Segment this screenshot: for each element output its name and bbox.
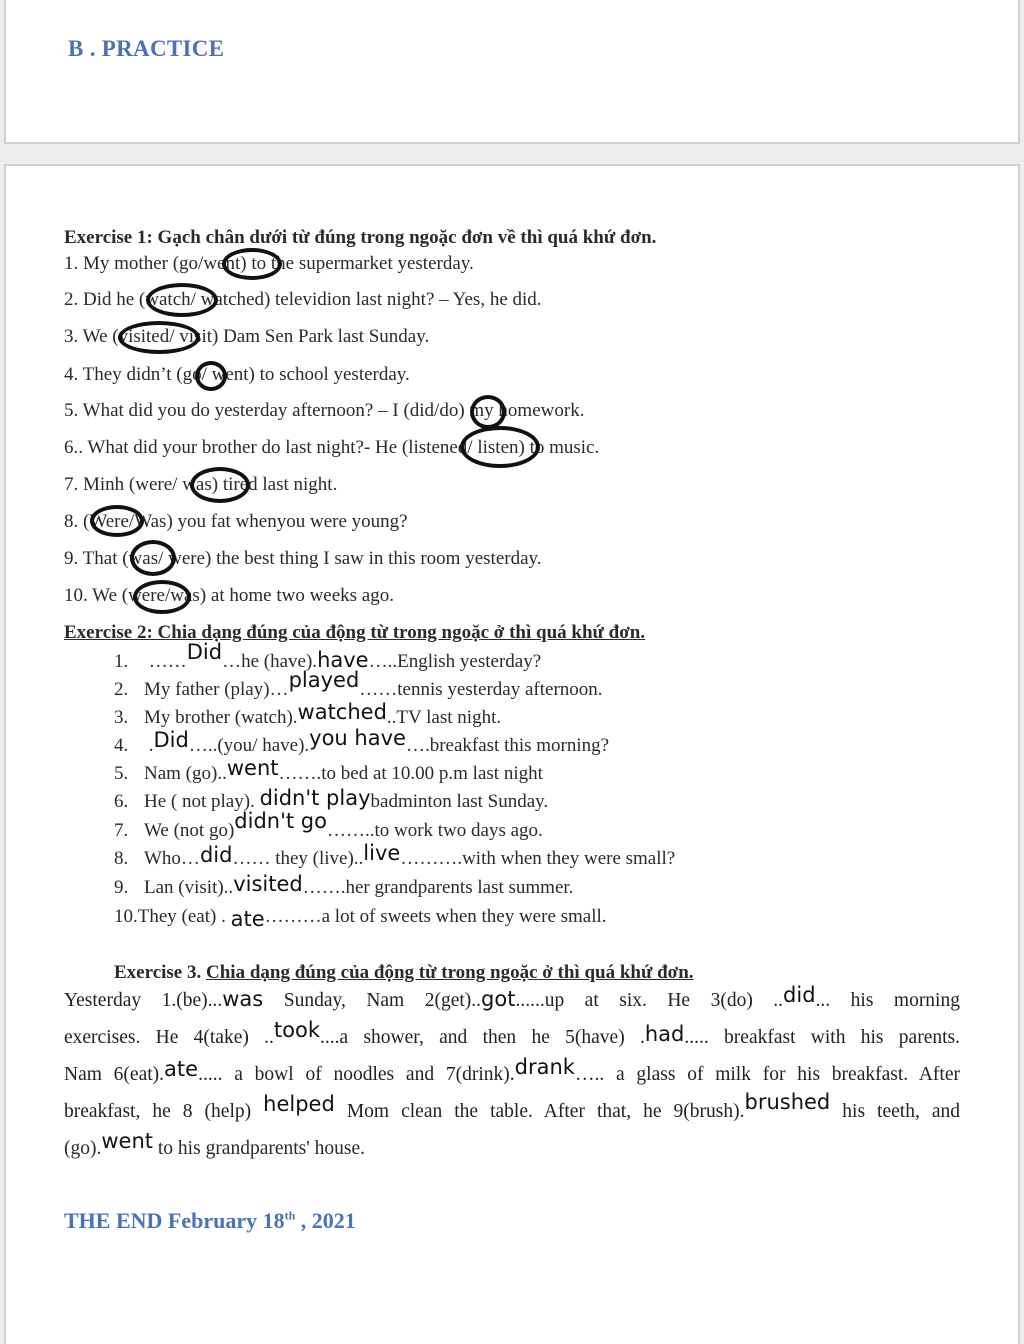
handwritten-answer: didn't go bbox=[234, 809, 327, 833]
handwritten-answer: you have bbox=[309, 726, 406, 750]
ex1-item: 8. (Were/Was) you fat whenyou were young? bbox=[64, 511, 408, 532]
answer-circle bbox=[222, 248, 282, 280]
ex1-item: 6.. What did your brother do last night?- He (listened/ listen) to music. bbox=[64, 437, 600, 458]
ex2-item: 8. Who…did…… they (live)..live……….with when they were small? bbox=[114, 841, 676, 869]
ex3-line: (go).went to his grandparents' house. bbox=[64, 1129, 366, 1159]
handwritten-answer: brushed bbox=[744, 1090, 831, 1114]
handwritten-answer: ate bbox=[230, 907, 265, 931]
answer-circle bbox=[146, 283, 218, 317]
handwritten-answer: ate bbox=[164, 1057, 199, 1081]
answer-circle bbox=[133, 580, 191, 614]
ex1-heading: Exercise 1: Gạch chân dưới từ đúng trong ngoặc đơn về thì quá khứ đơn. bbox=[64, 227, 657, 248]
answer-circle bbox=[90, 505, 144, 537]
ex3-line: breakfast, he 8 (help) helped Mom clean the table. After that, he 9(brush).brushed his teeth, and bbox=[64, 1090, 961, 1122]
ex1-item: 1. My mother (go/went) to the supermarket yesterday. bbox=[64, 253, 474, 274]
handwritten-answer: went bbox=[226, 756, 279, 780]
answer-circle bbox=[118, 321, 200, 354]
ex1-item: 7. Minh (were/ was) tired last night. bbox=[64, 474, 338, 495]
handwritten-answer: Did bbox=[186, 640, 223, 664]
answer-circle bbox=[460, 426, 540, 468]
handwritten-answer: got bbox=[481, 987, 516, 1011]
handwritten-answer: didn't play bbox=[259, 786, 371, 810]
ex1-item: 2. Did he (watch/ watched) televidion last night? – Yes, he did. bbox=[64, 289, 542, 310]
ex1-item: 4. They didn’t (go/ went) to school yesterday. bbox=[64, 364, 410, 385]
section-header-card bbox=[4, 0, 1020, 144]
answer-circle bbox=[190, 467, 250, 503]
handwritten-answer: was bbox=[222, 987, 264, 1011]
ex1-item: 3. We (visited/ visit) Dam Sen Park last Sunday. bbox=[64, 326, 430, 347]
ex2-item: 4. .Did…..(you/ have).you have….breakfast this morning? bbox=[114, 726, 610, 756]
handwritten-answer: watched bbox=[297, 700, 387, 724]
handwritten-answer: had bbox=[644, 1022, 685, 1046]
ex1-item: 10. We (were/was) at home two weeks ago. bbox=[64, 585, 394, 606]
handwritten-answer: visited bbox=[233, 872, 303, 896]
ex2-item: 5. Nam (go)..went…….to bed at 10.00 p.m last night bbox=[114, 756, 543, 784]
footer-the-end: THE END February 18th , 2021 bbox=[64, 1208, 356, 1233]
ex2-heading: Exercise 2: Chia dạng đúng của động từ trong ngoặc ở thì quá khứ đơn. bbox=[64, 622, 646, 643]
handwritten-answer: helped bbox=[263, 1092, 335, 1116]
section-title: B . PRACTICE bbox=[68, 36, 225, 61]
answer-circle bbox=[195, 361, 227, 391]
handwritten-answer: Did bbox=[153, 728, 189, 752]
answer-circle bbox=[470, 395, 506, 429]
ex2-item: 1. ……Did…he (have).have…..English yesterday? bbox=[114, 640, 542, 672]
ex2-item: 9. Lan (visit)..visited…….her grandparents last summer. bbox=[114, 872, 574, 898]
ex1-item: 9. That (was/ were) the best thing I saw in this room yesterday. bbox=[64, 548, 542, 569]
handwritten-answer: have bbox=[317, 648, 369, 672]
handwritten-answer: did bbox=[783, 983, 816, 1007]
ex3-line: Yesterday 1.(be)...was Sunday, Nam 2(get)..got......up at six. He 3(do) ..did... his morning bbox=[64, 983, 960, 1011]
ex3-line: exercises. He 4(take) ..took....a shower, and then he 5(have) .had..... breakfast with his parents. bbox=[64, 1018, 960, 1048]
ex2-item: 10.They (eat) . ate………a lot of sweets when they were small. bbox=[114, 906, 607, 931]
handwritten-answer: took bbox=[273, 1018, 320, 1042]
handwritten-answer: drank bbox=[514, 1055, 575, 1079]
handwritten-answer: played bbox=[288, 668, 360, 692]
ex2-item: 2. My father (play)…played……tennis yesterday afternoon. bbox=[114, 668, 603, 700]
ex3-heading: Exercise 3. Chia dạng đúng của động từ trong ngoặc ở thì quá khứ đơn. bbox=[114, 962, 694, 983]
ex1-item: 5. What did you do yesterday afternoon? – I (did/do) my homework. bbox=[64, 400, 585, 421]
ex2-item: 6. He ( not play). didn't playbadminton last Sunday. bbox=[114, 786, 549, 812]
ex2-item: 7. We (not go)didn't go……..to work two days ago. bbox=[114, 809, 543, 841]
handwritten-answer: did bbox=[199, 843, 233, 867]
answer-circle bbox=[130, 540, 176, 576]
handwritten-answer: went bbox=[101, 1129, 154, 1153]
ex3-line: Nam 6(eat).ate..... a bowl of noodles and 7(drink).drank….. a glass of milk for his breakfast. After bbox=[64, 1055, 960, 1085]
ex2-item: 3. My brother (watch).watched..TV last night. bbox=[114, 700, 502, 728]
handwritten-answer: live bbox=[363, 841, 401, 865]
